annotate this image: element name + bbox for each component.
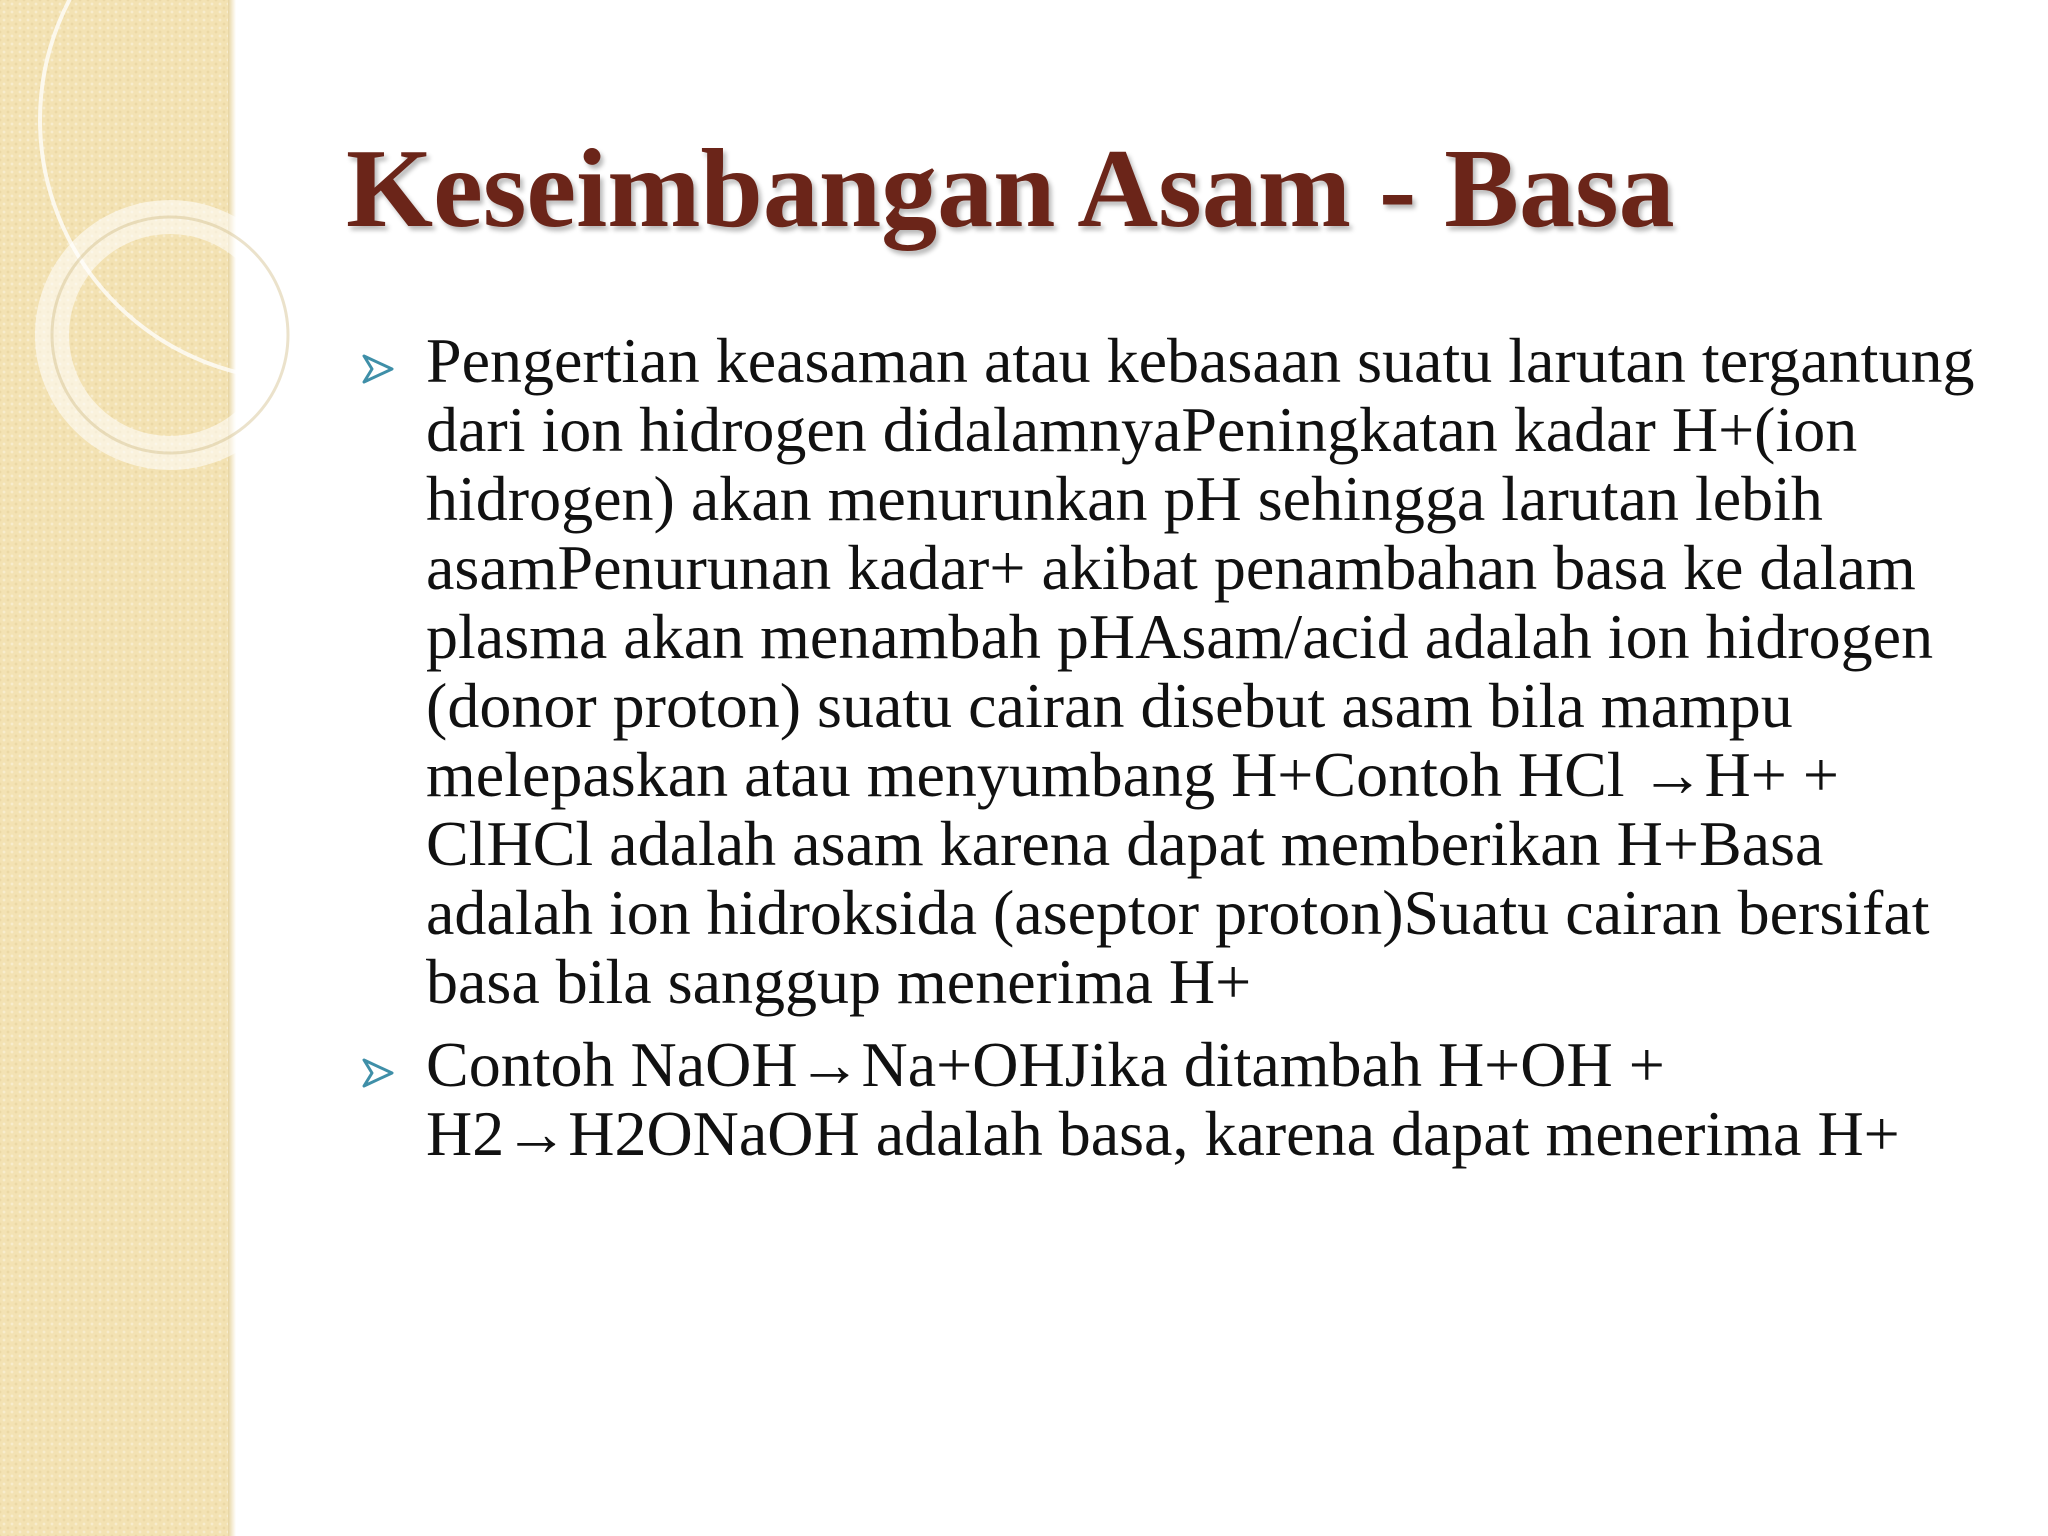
- bullet-item-definition: [360, 326, 2000, 1016]
- slide-title: Keseimbangan Asam - Basa: [346, 127, 1675, 251]
- bullet-item-example: [360, 1030, 2000, 1168]
- decorative-rings: [0, 0, 420, 520]
- bullet-text-example: Contoh NaOH→Na+OHJika ditambah H+OH + H2→H2ONaOH adalah basa, karena dapat menerima H+: [426, 1029, 1900, 1169]
- chevron-right-icon: [362, 1058, 396, 1088]
- bullet-text-definition: Pengertian keasaman atau kebasaan suatu larutan tergantung dari ion hidrogen didalamnyaPeningkatan kadar H+(ion hidrogen) akan menurunkan pH sehingga larutan lebih asamPenurunan kadar+ akibat penambahan basa ke dalam plasma akan menambah pHAsam/acid adalah ion hidrogen (donor proton) suatu cairan disebut asam bila mampu melepaskan atau menyumbang H+Contoh HCl →H+ + ClHCl adalah asam karena dapat memberikan H+Basa adalah ion hidroksida (aseptor proton)Suatu cairan bersifat basa bila sanggup menerima H+: [426, 325, 1975, 1017]
- bullet-list: [360, 326, 2000, 1182]
- chevron-right-icon: [362, 354, 396, 384]
- thick-ring-outline: [52, 217, 288, 453]
